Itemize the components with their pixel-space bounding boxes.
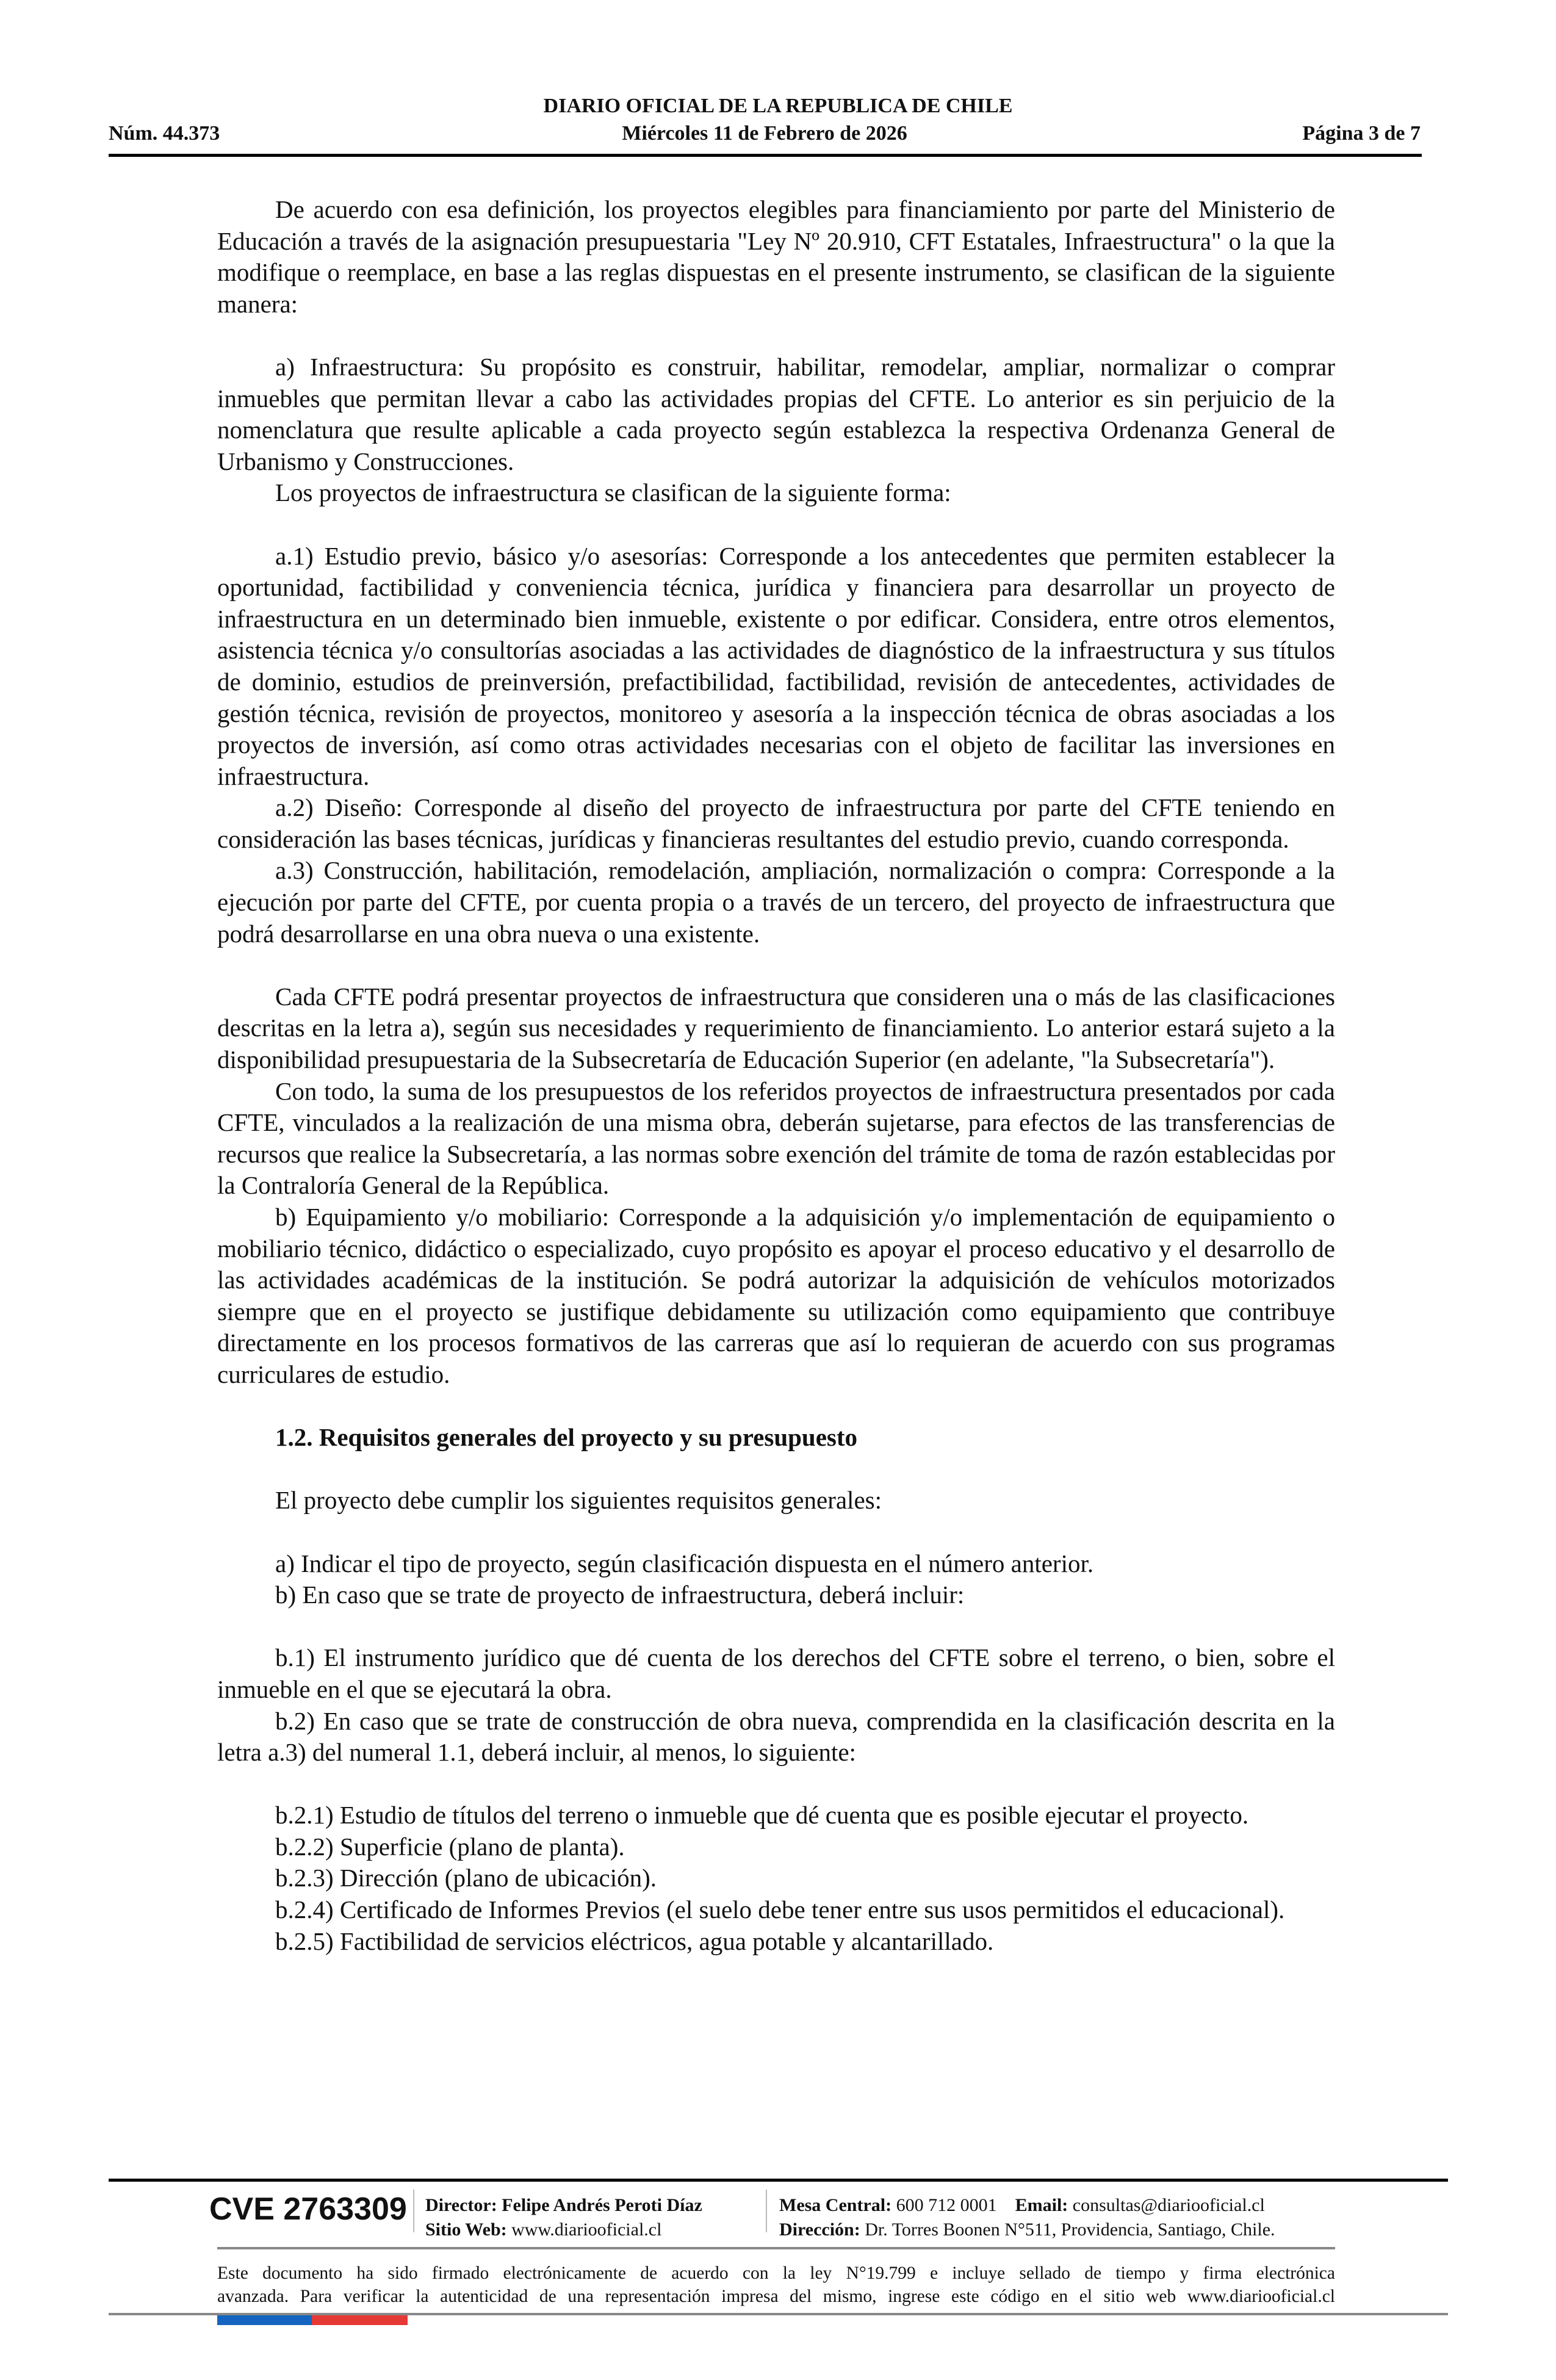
issue-date: Miércoles 11 de Febrero de 2026 [622,122,907,145]
paragraph: a.1) Estudio previo, básico y/o asesorías: Corresponde a los antecedentes que permiten establecer la oportunidad, factibilidad y conveniencia técnica, jurídica y financiera para desarrollar un proyecto de infraestructura en un determinado bien inmueble, existente o por edificar. Considera, entre otros elementos, asistencia técnica y/o consultorías asociadas a las actividades de diagnóstico de la infraestructura y sus títulos de dominio, estudios de preinversión, prefactibilidad, factibilidad, revisión de antecedentes, actividades de gestión técnica, revisión de proyectos, monitoreo y asesoría a la inspección técnica de obras asociadas a los proyectos de inversión, así como otras actividades necesarias con el objeto de facilitar las inversiones en infraestructura. [217,541,1335,790]
paragraph: b) En caso que se trate de proyecto de infraestructura, deberá incluir: [275,1581,965,1609]
page-indicator: Página 3 de 7 [1302,122,1421,145]
paragraph: De acuerdo con esa definición, los proyectos elegibles para financiamiento por parte del Ministerio de Educación a través de la asignación presupuestaria "Ley Nº 20.910, CFT Estatales, Infraestructura" o la que la modifique o reemplace, en base a las reglas dispuestas en el presente instrumento, se clasifican de la siguiente manera: [217,195,1335,318]
paragraph-group [217,1485,1335,1516]
signature-disclaimer [217,2262,1335,2308]
website-label: Sitio Web: [425,2220,507,2240]
footer-separator [413,2190,414,2232]
director-label: Director: [425,2195,497,2215]
paragraph: b.2.4) Certificado de Informes Previos (el suelo debe tener entre sus usos permitidos el educacional). [275,1895,1285,1924]
phone-number: 600 712 0001 [896,2195,997,2215]
paragraph: b.2.5) Factibilidad de servicios eléctricos, agua potable y alcantarillado. [275,1927,994,1955]
paragraph-group [217,1800,1335,1957]
address-text: Dr. Torres Boonen N°511, Providencia, Santiago, Chile. [865,2220,1275,2240]
paragraph: b) Equipamiento y/o mobiliario: Corresponde a la adquisición y/o implementación de equipamiento o mobiliario técnico, didáctico o especializado, cuyo propósito es apoyar el proceso educativo y el desarrollo de las actividades académicas de la institución. Se podrá autorizar la adquisición de vehículos motorizados siempre que en el proyecto se justifique debidamente su utilización como equipamiento que contribuye directamente en los procesos formativos de las carreras que así lo requieran de acuerdo con sus programas curriculares de estudio. [217,1203,1335,1388]
paragraph-group [217,1642,1335,1768]
paragraph: b.1) El instrumento jurídico que dé cuenta de los derechos del CFTE sobre el terreno, o bien, sobre el inmueble en el que se ejecutará la obra. [217,1643,1335,1703]
paragraph: b.2.1) Estudio de títulos del terreno o inmueble que dé cuenta que es posible ejecutar el proyecto. [275,1801,1249,1830]
phone-label: Mesa Central: [779,2195,892,2215]
paragraph: b.2.3) Dirección (plano de ubicación). [275,1864,657,1892]
flag-stripe-red [312,2315,408,2325]
flag-stripe-blue [217,2315,312,2325]
paragraph-group [217,541,1335,950]
paragraph-group [217,1422,1335,1454]
footer-director-block [425,2193,702,2242]
disclaimer-line: avanzada. Para verificar la autenticidad de una representación impresa del mismo, ingrese este código en el sitio web www.diariooficial.cl [217,2287,1335,2306]
document-body [217,194,1335,1989]
email-label: Email: [1015,2195,1068,2215]
paragraph: El proyecto debe cumplir los siguientes requisitos generales: [275,1486,882,1515]
paragraph-group [217,352,1335,509]
paragraph-group [217,194,1335,320]
newspaper-title: DIARIO OFICIAL DE LA REPUBLICA DE CHILE [543,95,1013,117]
paragraph: Con todo, la suma de los presupuestos de los referidos proyectos de infraestructura presentados por cada CFTE, vinculados a la realización de una misma obra, deberán sujetarse, para efectos de las transferencias de recursos que realice la Subsecretaría, a las normas sobre exención del trámite de toma de razón establecidas por la Contraloría General de la República. [217,1076,1335,1200]
paragraph: Los proyectos de infraestructura se clasifican de la siguiente forma: [275,478,951,507]
cve-code: CVE 2763309 [209,2191,407,2227]
section-heading: 1.2. Requisitos generales del proyecto y su presupuesto [275,1423,858,1452]
address-label: Dirección: [779,2220,860,2240]
header-divider [109,154,1422,157]
website-link[interactable]: www.diariooficial.cl [511,2220,662,2240]
paragraph: a.3) Construcción, habilitación, remodelación, ampliación, normalización o compra: Corresponde a la ejecución por parte del CFTE, por cuenta propia o a través de un tercero, del proyecto de infraestructura que podrá desarrollarse en una obra nueva o una existente. [217,856,1335,948]
paragraph: a) Indicar el tipo de proyecto, según clasificación dispuesta en el número anterior. [275,1549,1094,1578]
footer-divider [109,2179,1448,2182]
footer-divider [217,2247,1335,2249]
disclaimer-line: Este documento ha sido firmado electrónicamente de acuerdo con la ley N°19.799 e incluye sellado de tiempo y firma electrónica [217,2263,1335,2283]
paragraph: a.2) Diseño: Corresponde al diseño del proyecto de infraestructura por parte del CFTE teniendo en consideración las bases técnicas, jurídicas y financieras resultantes del estudio previo, cuando corresponda. [217,793,1335,853]
paragraph-group [217,1548,1335,1611]
paragraph: b.2.2) Superficie (plano de planta). [275,1832,625,1861]
footer-contact-block [779,2193,1275,2242]
paragraph: Cada CFTE podrá presentar proyectos de infraestructura que consideren una o más de las clasificaciones descritas en la letra a), según sus necesidades y requerimiento de financiamiento. Lo anterior estará sujeto a la disponibilidad presupuestaria de la Subsecretaría de Educación Superior (en adelante, "la Subsecretaría"). [217,982,1335,1074]
paragraph: b.2) En caso que se trate de construcción de obra nueva, comprendida en la clasificación descrita en la letra a.3) del numeral 1.1, deberá incluir, al menos, lo siguiente: [217,1706,1335,1767]
email-link[interactable]: consultas@diariooficial.cl [1072,2195,1265,2215]
issue-number: Núm. 44.373 [109,122,220,145]
paragraph-group [217,981,1335,1391]
footer-separator [766,2190,767,2232]
paragraph: a) Infraestructura: Su propósito es construir, habilitar, remodelar, ampliar, normalizar o comprar inmuebles que permitan llevar a cabo las actividades propias del CFTE. Lo anterior es sin perjuicio de la nomenclatura que resulte aplicable a cada proyecto según establezca la respectiva Ordenanza General de Urbanismo y Construcciones. [217,352,1335,475]
director-name: Felipe Andrés Peroti Díaz [502,2195,702,2215]
